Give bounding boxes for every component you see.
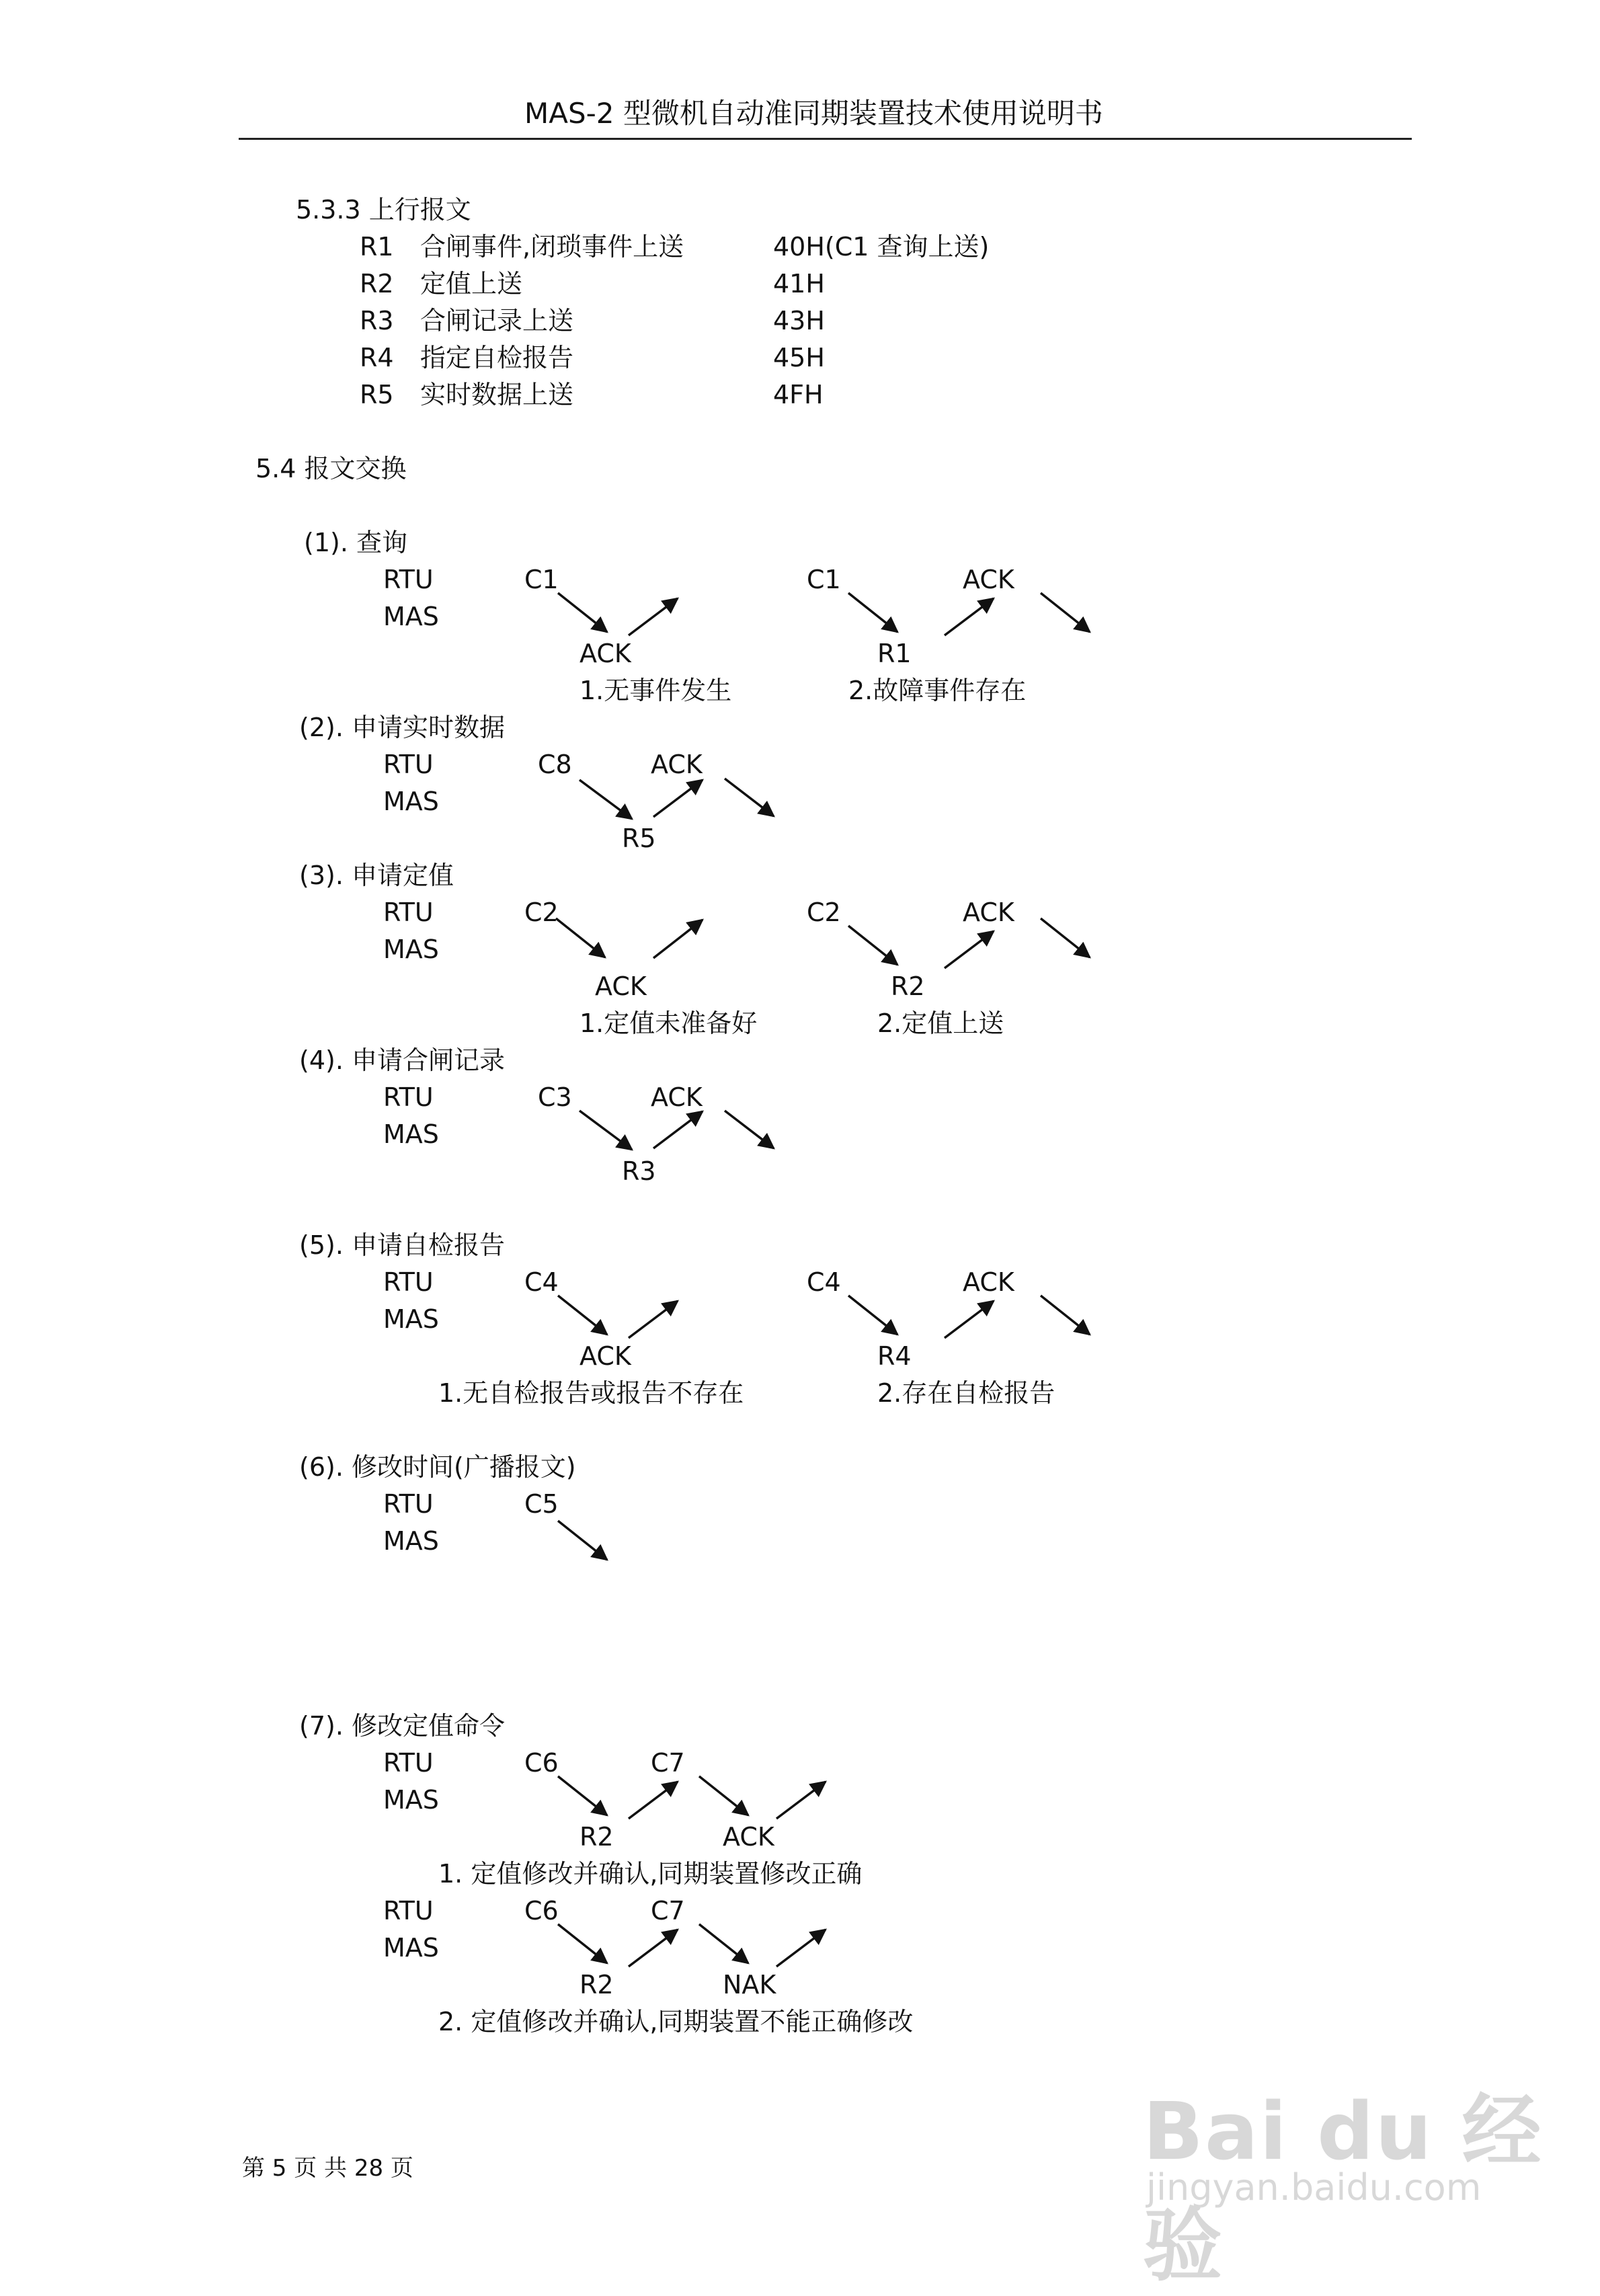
msg-nak: NAK [723, 1970, 776, 2000]
baidu-watermark-logo: Bai du 经验 [1143, 2085, 1543, 2292]
row-code: R5 [360, 380, 394, 409]
rtu-label: RTU [383, 565, 434, 594]
msg-c7: C7 [651, 1896, 685, 1926]
row-code: R1 [360, 232, 394, 262]
exchange-4-title: (4). 申请合闸记录 [299, 1045, 505, 1075]
down-arrow [699, 1776, 748, 1815]
exchange-1-title: (1). 查询 [304, 528, 407, 557]
msg-c4: C4 [807, 1267, 841, 1297]
mas-label: MAS [383, 1526, 439, 1556]
up-arrow [653, 780, 703, 817]
row-hex: 43H [773, 306, 825, 335]
exchange-3-title: (3). 申请定值 [299, 861, 454, 890]
rtu-label: RTU [383, 1082, 434, 1112]
down-arrow [848, 926, 897, 965]
mas-label: MAS [383, 1785, 439, 1815]
down-arrow [558, 593, 607, 632]
row-code: R2 [360, 269, 394, 299]
mas-label: MAS [383, 1933, 439, 1963]
case-note: 1.定值未准备好 [579, 1008, 758, 1038]
row-hex: 4FH [773, 380, 824, 409]
msg-r1: R1 [877, 639, 912, 668]
msg-c6: C6 [524, 1896, 559, 1926]
msg-r2: R2 [891, 972, 925, 1001]
row-hex: 40H(C1 查询上送) [773, 232, 990, 262]
up-arrow [945, 1301, 994, 1338]
case-note: 1.无自检报告或报告不存在 [438, 1378, 744, 1408]
msg-c2: C2 [524, 898, 559, 927]
down-arrow [558, 1521, 607, 1560]
msg-c6: C6 [524, 1748, 559, 1778]
row-code: R3 [360, 306, 394, 335]
row-hex: 45H [773, 343, 825, 372]
down-arrow [725, 779, 774, 816]
up-arrow [945, 931, 994, 968]
mas-label: MAS [383, 1119, 439, 1149]
down-arrow [579, 780, 632, 819]
rtu-label: RTU [383, 1748, 434, 1778]
up-arrow [629, 1930, 678, 1967]
down-arrow [848, 593, 897, 632]
rtu-label: RTU [383, 750, 434, 779]
row-desc: 指定自检报告 [420, 343, 574, 372]
msg-c7: C7 [651, 1748, 685, 1778]
up-arrow [776, 1782, 826, 1819]
down-arrow [556, 918, 605, 957]
msg-ack: ACK [579, 1341, 631, 1371]
msg-ack: ACK [723, 1822, 774, 1852]
row-hex: 41H [773, 269, 825, 299]
up-arrow [776, 1930, 826, 1967]
down-arrow [699, 1924, 748, 1963]
page-footer: 第 5 页 共 28 页 [242, 2155, 413, 2182]
section-5-4-title: 5.4 报文交换 [255, 454, 407, 483]
msg-ack: ACK [963, 898, 1014, 927]
down-arrow [558, 1776, 607, 1815]
document-header-title: MAS-2 型微机自动准同期装置技术使用说明书 [524, 97, 1103, 130]
down-arrow [725, 1111, 774, 1148]
msg-ack: ACK [579, 639, 631, 668]
up-arrow [945, 598, 994, 635]
msg-ack: ACK [595, 972, 647, 1001]
row-desc: 实时数据上送 [420, 380, 574, 409]
down-arrow [579, 1111, 632, 1150]
down-arrow [848, 1296, 897, 1335]
rtu-label: RTU [383, 1267, 434, 1297]
down-arrow [558, 1296, 607, 1335]
mas-label: MAS [383, 935, 439, 964]
rtu-label: RTU [383, 1896, 434, 1926]
up-arrow [629, 1782, 678, 1819]
case-note: 2. 定值修改并确认,同期装置不能正确修改 [438, 2007, 914, 2036]
case-note: 2.存在自检报告 [877, 1378, 1055, 1408]
msg-c1: C1 [807, 565, 841, 594]
msg-r5: R5 [622, 824, 656, 853]
baidu-watermark-url: jingyan.baidu.com [1146, 2166, 1482, 2209]
exchange-5-title: (5). 申请自检报告 [299, 1230, 505, 1260]
rtu-label: RTU [383, 1489, 434, 1519]
exchange-6-title: (6). 修改时间(广播报文) [299, 1452, 576, 1482]
msg-c2: C2 [807, 898, 841, 927]
section-5-3-3-title: 5.3.3 上行报文 [296, 195, 471, 225]
down-arrow [1041, 1296, 1090, 1335]
case-note: 2.定值上送 [877, 1008, 1004, 1038]
down-arrow [1041, 918, 1090, 957]
down-arrow [1041, 593, 1090, 632]
row-code: R4 [360, 343, 394, 372]
header-rule [239, 138, 1412, 140]
msg-r3: R3 [622, 1156, 656, 1186]
msg-c4: C4 [524, 1267, 559, 1297]
msg-r4: R4 [877, 1341, 912, 1371]
up-arrow [629, 598, 678, 635]
msg-c1: C1 [524, 565, 559, 594]
msg-ack: ACK [651, 750, 703, 779]
case-note: 2.故障事件存在 [848, 676, 1027, 705]
msg-c5: C5 [524, 1489, 559, 1519]
msg-ack: ACK [963, 1267, 1014, 1297]
msg-ack: ACK [651, 1082, 703, 1112]
row-desc: 合闸事件,闭琐事件上送 [420, 232, 684, 262]
row-desc: 合闸记录上送 [420, 306, 574, 335]
msg-ack: ACK [963, 565, 1014, 594]
up-arrow [653, 1111, 703, 1148]
msg-c3: C3 [538, 1082, 572, 1112]
case-note: 1. 定值修改并确认,同期装置修改正确 [438, 1859, 863, 1889]
row-desc: 定值上送 [420, 269, 523, 299]
msg-r2: R2 [579, 1970, 614, 2000]
mas-label: MAS [383, 602, 439, 631]
exchange-2-title: (2). 申请实时数据 [299, 713, 505, 742]
exchange-7-title: (7). 修改定值命令 [299, 1711, 505, 1741]
mas-label: MAS [383, 787, 439, 816]
case-note: 1.无事件发生 [579, 676, 732, 705]
msg-r2: R2 [579, 1822, 614, 1852]
msg-c8: C8 [538, 750, 572, 779]
mas-label: MAS [383, 1304, 439, 1334]
rtu-label: RTU [383, 898, 434, 927]
up-arrow [629, 1301, 678, 1338]
up-arrow [653, 920, 703, 958]
down-arrow [558, 1924, 607, 1963]
